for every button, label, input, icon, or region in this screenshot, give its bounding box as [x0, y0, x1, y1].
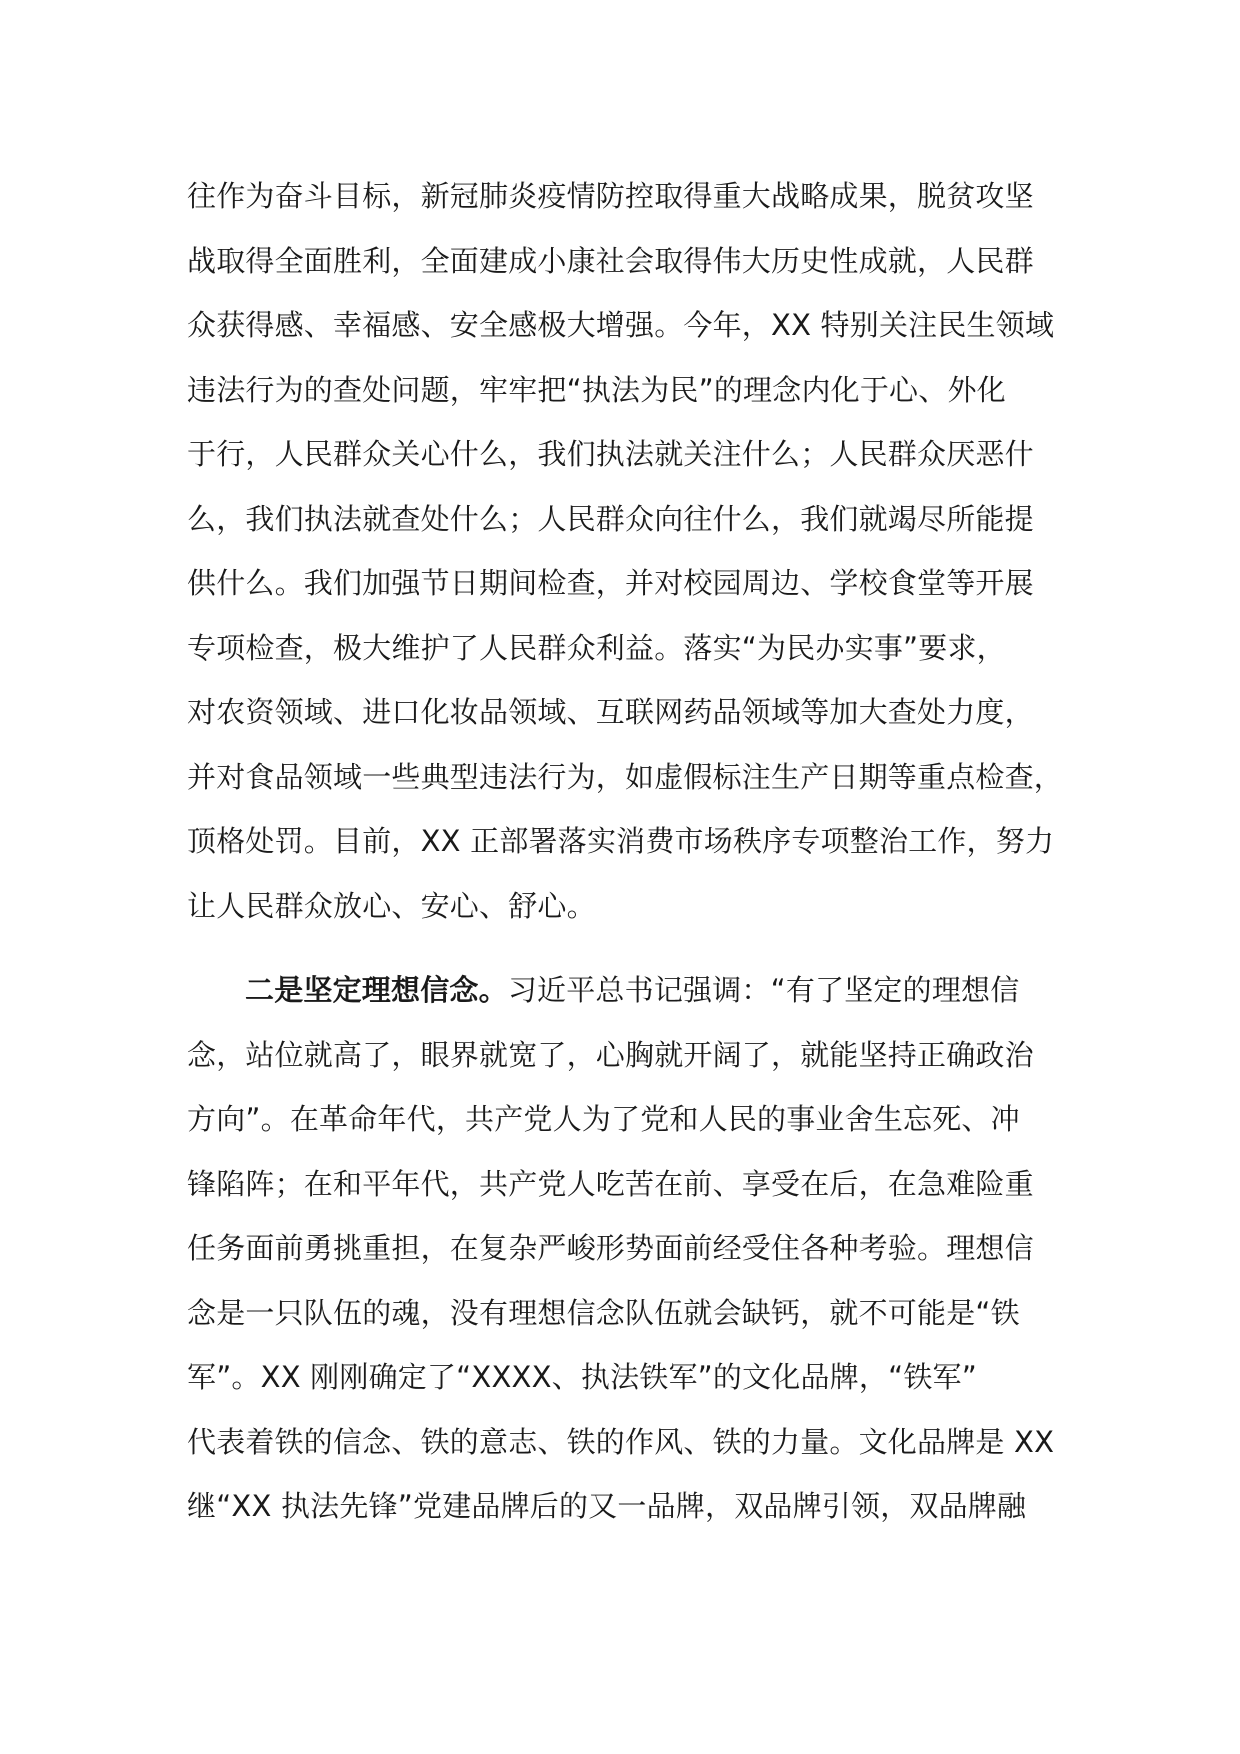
text-line: 让人民群众放心、安心、舒心。: [187, 888, 596, 923]
text-line: 于行，人民群众关心什么，我们执法就关注什么；人民群众厌恶什: [187, 437, 1034, 471]
text-line: 锋陷阵；在和平年代，共产党人吃苦在前、享受在后，在急难险重: [187, 1166, 1034, 1201]
text-line: 并对食品领域一些典型违法行为，如虚假标注生产日期等重点检查，: [187, 759, 1064, 794]
text-line: 任务面前勇挑重担，在复杂严峻形势面前经受住各种考验。理想信: [187, 1231, 1034, 1265]
paragraph-2: [187, 958, 1087, 1539]
text-line: 对农资领域、进口化妆品领域、互联网药品领域等加大查处力度，: [187, 695, 1034, 729]
text-line: 顶格处罚。目前，XX 正部署落实消费市场秩序专项整治工作，努力: [187, 824, 1055, 858]
paragraph-1: [187, 164, 1087, 938]
text-line: 么，我们执法就查处什么；人民群众向往什么，我们就竭尽所能提: [187, 501, 1034, 536]
text-line: 供什么。我们加强节日期间检查，并对校园周边、学校食堂等开展: [187, 566, 1034, 600]
text-line: 专项检查，极大维护了人民群众利益。落实“为民办实事”要求，: [187, 630, 1006, 665]
paragraph-first-line: [187, 958, 1087, 1023]
text-line: 违法行为的查处问题，牢牢把“执法为民”的理念内化于心、外化: [187, 372, 1006, 407]
text-line: 往作为奋斗目标，新冠肺炎疫情防控取得重大战略成果，脱贫攻坚: [187, 179, 1034, 213]
text-line: 念是一只队伍的魂，没有理想信念队伍就会缺钙，就不可能是“铁: [187, 1295, 1020, 1330]
text-line: 军”。XX 刚刚确定了“XXXX、执法铁军”的文化品牌，“铁军”: [187, 1360, 977, 1394]
text-span: 习近平总书记强调：“有了坚定的理想信: [507, 973, 1020, 1007]
text-line: 念，站位就高了，眼界就宽了，心胸就开阔了，就能坚持正确政治: [187, 1037, 1034, 1072]
text-line: 代表着铁的信念、铁的意志、铁的作风、铁的力量。文化品牌是 XX: [187, 1424, 1055, 1459]
text-line: 继“XX 执法先锋”党建品牌后的又一品牌，双品牌引领，双品牌融: [187, 1489, 1027, 1523]
text-line: 众获得感、幸福感、安全感极大增强。今年，XX 特别关注民生领域: [187, 308, 1055, 342]
paragraph-heading: 二是坚定理想信念。: [245, 973, 508, 1007]
text-line: 战取得全面胜利，全面建成小康社会取得伟大历史性成就，人民群: [187, 243, 1034, 278]
text-line: 方向”。在革命年代，共产党人为了党和人民的事业舍生忘死、冲: [187, 1102, 1020, 1136]
